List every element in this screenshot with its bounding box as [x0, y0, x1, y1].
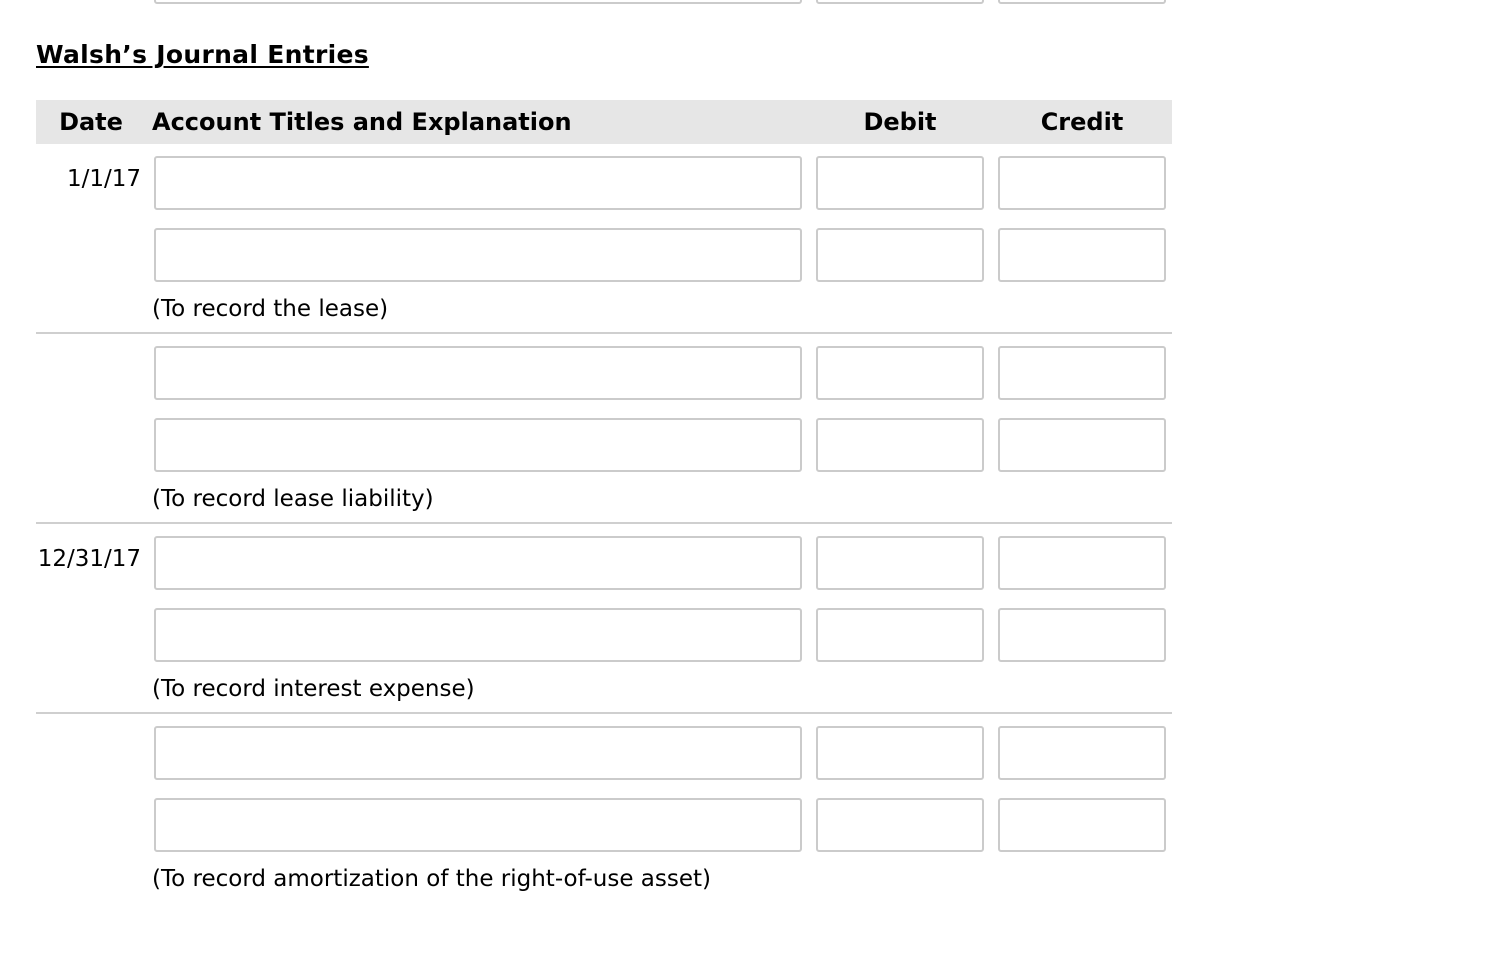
entry-explanation: (To record amortization of the right-of-use asset) [152, 866, 711, 892]
account-title-input[interactable] [154, 228, 802, 282]
credit-input[interactable] [998, 346, 1166, 400]
debit-input[interactable] [816, 156, 984, 210]
account-title-input[interactable] [154, 608, 802, 662]
header-date: Date [59, 108, 123, 136]
journal-entry [36, 334, 1172, 524]
debit-input[interactable] [816, 0, 984, 4]
credit-input[interactable] [998, 798, 1166, 852]
journal-table [36, 100, 1172, 904]
entry-line [36, 156, 1172, 210]
entry-explanation: (To record lease liability) [152, 486, 434, 512]
section-title: Walsh’s Journal Entries [36, 40, 369, 69]
journal-entry [36, 714, 1172, 904]
account-title-input[interactable] [154, 726, 802, 780]
credit-input[interactable] [998, 156, 1166, 210]
debit-input[interactable] [816, 726, 984, 780]
entry-explanation: (To record interest expense) [152, 676, 475, 702]
entry-line [36, 346, 1172, 400]
debit-input[interactable] [816, 346, 984, 400]
header-credit: Credit [1040, 108, 1124, 136]
entry-date: 1/1/17 [66, 166, 141, 192]
debit-input[interactable] [816, 608, 984, 662]
header-account: Account Titles and Explanation [152, 108, 572, 136]
account-title-input[interactable] [154, 798, 802, 852]
debit-input[interactable] [816, 798, 984, 852]
account-title-input[interactable] [154, 156, 802, 210]
credit-input[interactable] [998, 608, 1166, 662]
debit-input[interactable] [816, 418, 984, 472]
entry-line [36, 798, 1172, 852]
credit-input[interactable] [998, 536, 1166, 590]
journal-entry [36, 144, 1172, 334]
account-title-input[interactable] [154, 418, 802, 472]
entry-line [36, 418, 1172, 472]
account-title-input[interactable] [154, 536, 802, 590]
credit-input[interactable] [998, 0, 1166, 4]
account-title-input[interactable] [154, 346, 802, 400]
entry-line [36, 608, 1172, 662]
entry-line [36, 536, 1172, 590]
credit-input[interactable] [998, 726, 1166, 780]
credit-input[interactable] [998, 418, 1166, 472]
debit-input[interactable] [816, 536, 984, 590]
debit-input[interactable] [816, 228, 984, 282]
header-debit: Debit [863, 108, 937, 136]
entry-line [36, 726, 1172, 780]
previous-entry-row [0, 0, 1498, 4]
credit-input[interactable] [998, 228, 1166, 282]
table-header [36, 100, 1172, 144]
entry-date: 12/31/17 [37, 546, 141, 572]
entry-line [36, 228, 1172, 282]
journal-entry [36, 524, 1172, 714]
account-title-input[interactable] [154, 0, 802, 4]
entry-explanation: (To record the lease) [152, 296, 389, 322]
